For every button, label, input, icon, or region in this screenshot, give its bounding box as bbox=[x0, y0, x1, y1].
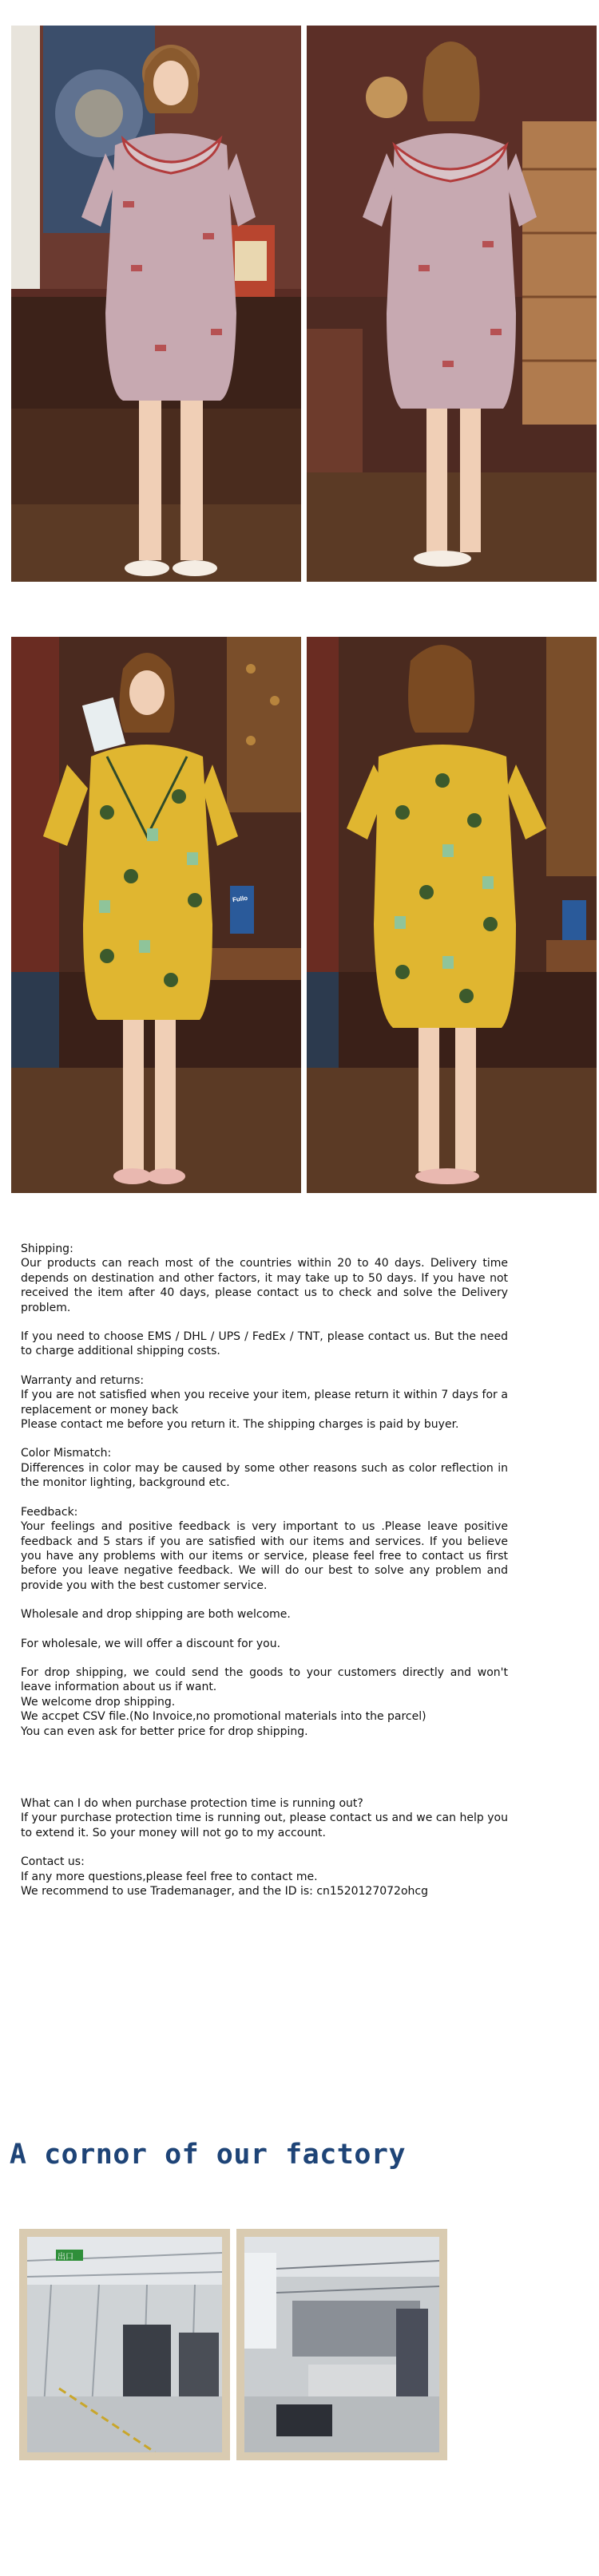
warranty-body: If you are not satisfied when you receive your item, please return it within 7 days for a replacement or money back bbox=[21, 1389, 508, 1416]
yellow-dress-front-photo bbox=[11, 637, 301, 1193]
wholesale-intro: Wholesale and drop shipping are both welcome. bbox=[21, 1608, 291, 1622]
pink-dress-front-photo bbox=[11, 26, 301, 582]
contact-heading: Contact us: bbox=[21, 1855, 85, 1869]
protection-answer: If your purchase protection time is running out, please contact us and we can help you to extend it. So your money will not go to my account. bbox=[21, 1811, 508, 1839]
shipping-heading: Shipping: bbox=[21, 1243, 73, 1255]
wholesale-discount: For wholesale, we will offer a discount for you. bbox=[21, 1637, 281, 1650]
csv-text: We accpet CSV file.(No Invoice,no promotional materials into the parcel) bbox=[21, 1710, 426, 1724]
protection-question: What can I do when purchase protection time is running out? bbox=[21, 1796, 363, 1810]
factory-photo-frame-left bbox=[19, 2229, 230, 2460]
yellow-dress-back-photo bbox=[307, 637, 597, 1193]
shipping-express: If you need to choose EMS / DHL / UPS / FedEx / TNT, please contact us. But the need to charge additional shipping costs. bbox=[21, 1330, 508, 1358]
exit-sign: 出口 bbox=[58, 2253, 73, 2262]
drop-shipping-welcome: We welcome drop shipping. bbox=[21, 1695, 176, 1709]
warranty-heading: Warranty and returns: bbox=[21, 1373, 145, 1387]
drop-shipping-text: For drop shipping, we could send the goods to your customers directly and won't leave information about us if want. bbox=[21, 1665, 508, 1694]
factory-photo-frame-right bbox=[236, 2229, 447, 2460]
better-price-text: You can even ask for better price for drop shipping. bbox=[21, 1725, 308, 1738]
color-body: Differences in color may be caused by some other reasons such as color reflection in the monitor lighting, background etc. bbox=[21, 1461, 508, 1490]
factory-heading: A cornor of our factory bbox=[9, 2139, 407, 2171]
feedback-heading: Feedback: bbox=[21, 1505, 78, 1519]
color-heading: Color Mismatch: bbox=[21, 1447, 112, 1460]
packaging-box bbox=[232, 889, 252, 930]
contact-line-1: If any more questions,please feel free to contact me. bbox=[21, 1870, 318, 1883]
warranty-contact: Please contact me before you return it. The shipping charges is paid by buyer. bbox=[21, 1418, 459, 1432]
store-policy-section bbox=[21, 1242, 508, 1898]
shipping-body: Our products can reach most of the countries within 20 to 40 days. Delivery time depends on destination and other factors, it may take up to 50 days. If you have not received the item after 40 days, please contact us to check and solve the Delivery problem. bbox=[21, 1257, 508, 1314]
feedback-body: Your feelings and positive feedback is very important to us .Please leave positive feedback and 5 stars if you are satisfied with our items and services. If you believe you have any problems with our items or service, please feel free to contact us first before you leave negative feedback. We will do our best to solve any problem and provide you with the best customer service. bbox=[21, 1520, 508, 1592]
contact-line-2: We recommend to use Trademanager, and the ID is: cn1520127072ohcg bbox=[21, 1885, 428, 1898]
pink-dress-back-photo bbox=[307, 26, 597, 582]
packaging-label: Fullo bbox=[232, 894, 248, 904]
